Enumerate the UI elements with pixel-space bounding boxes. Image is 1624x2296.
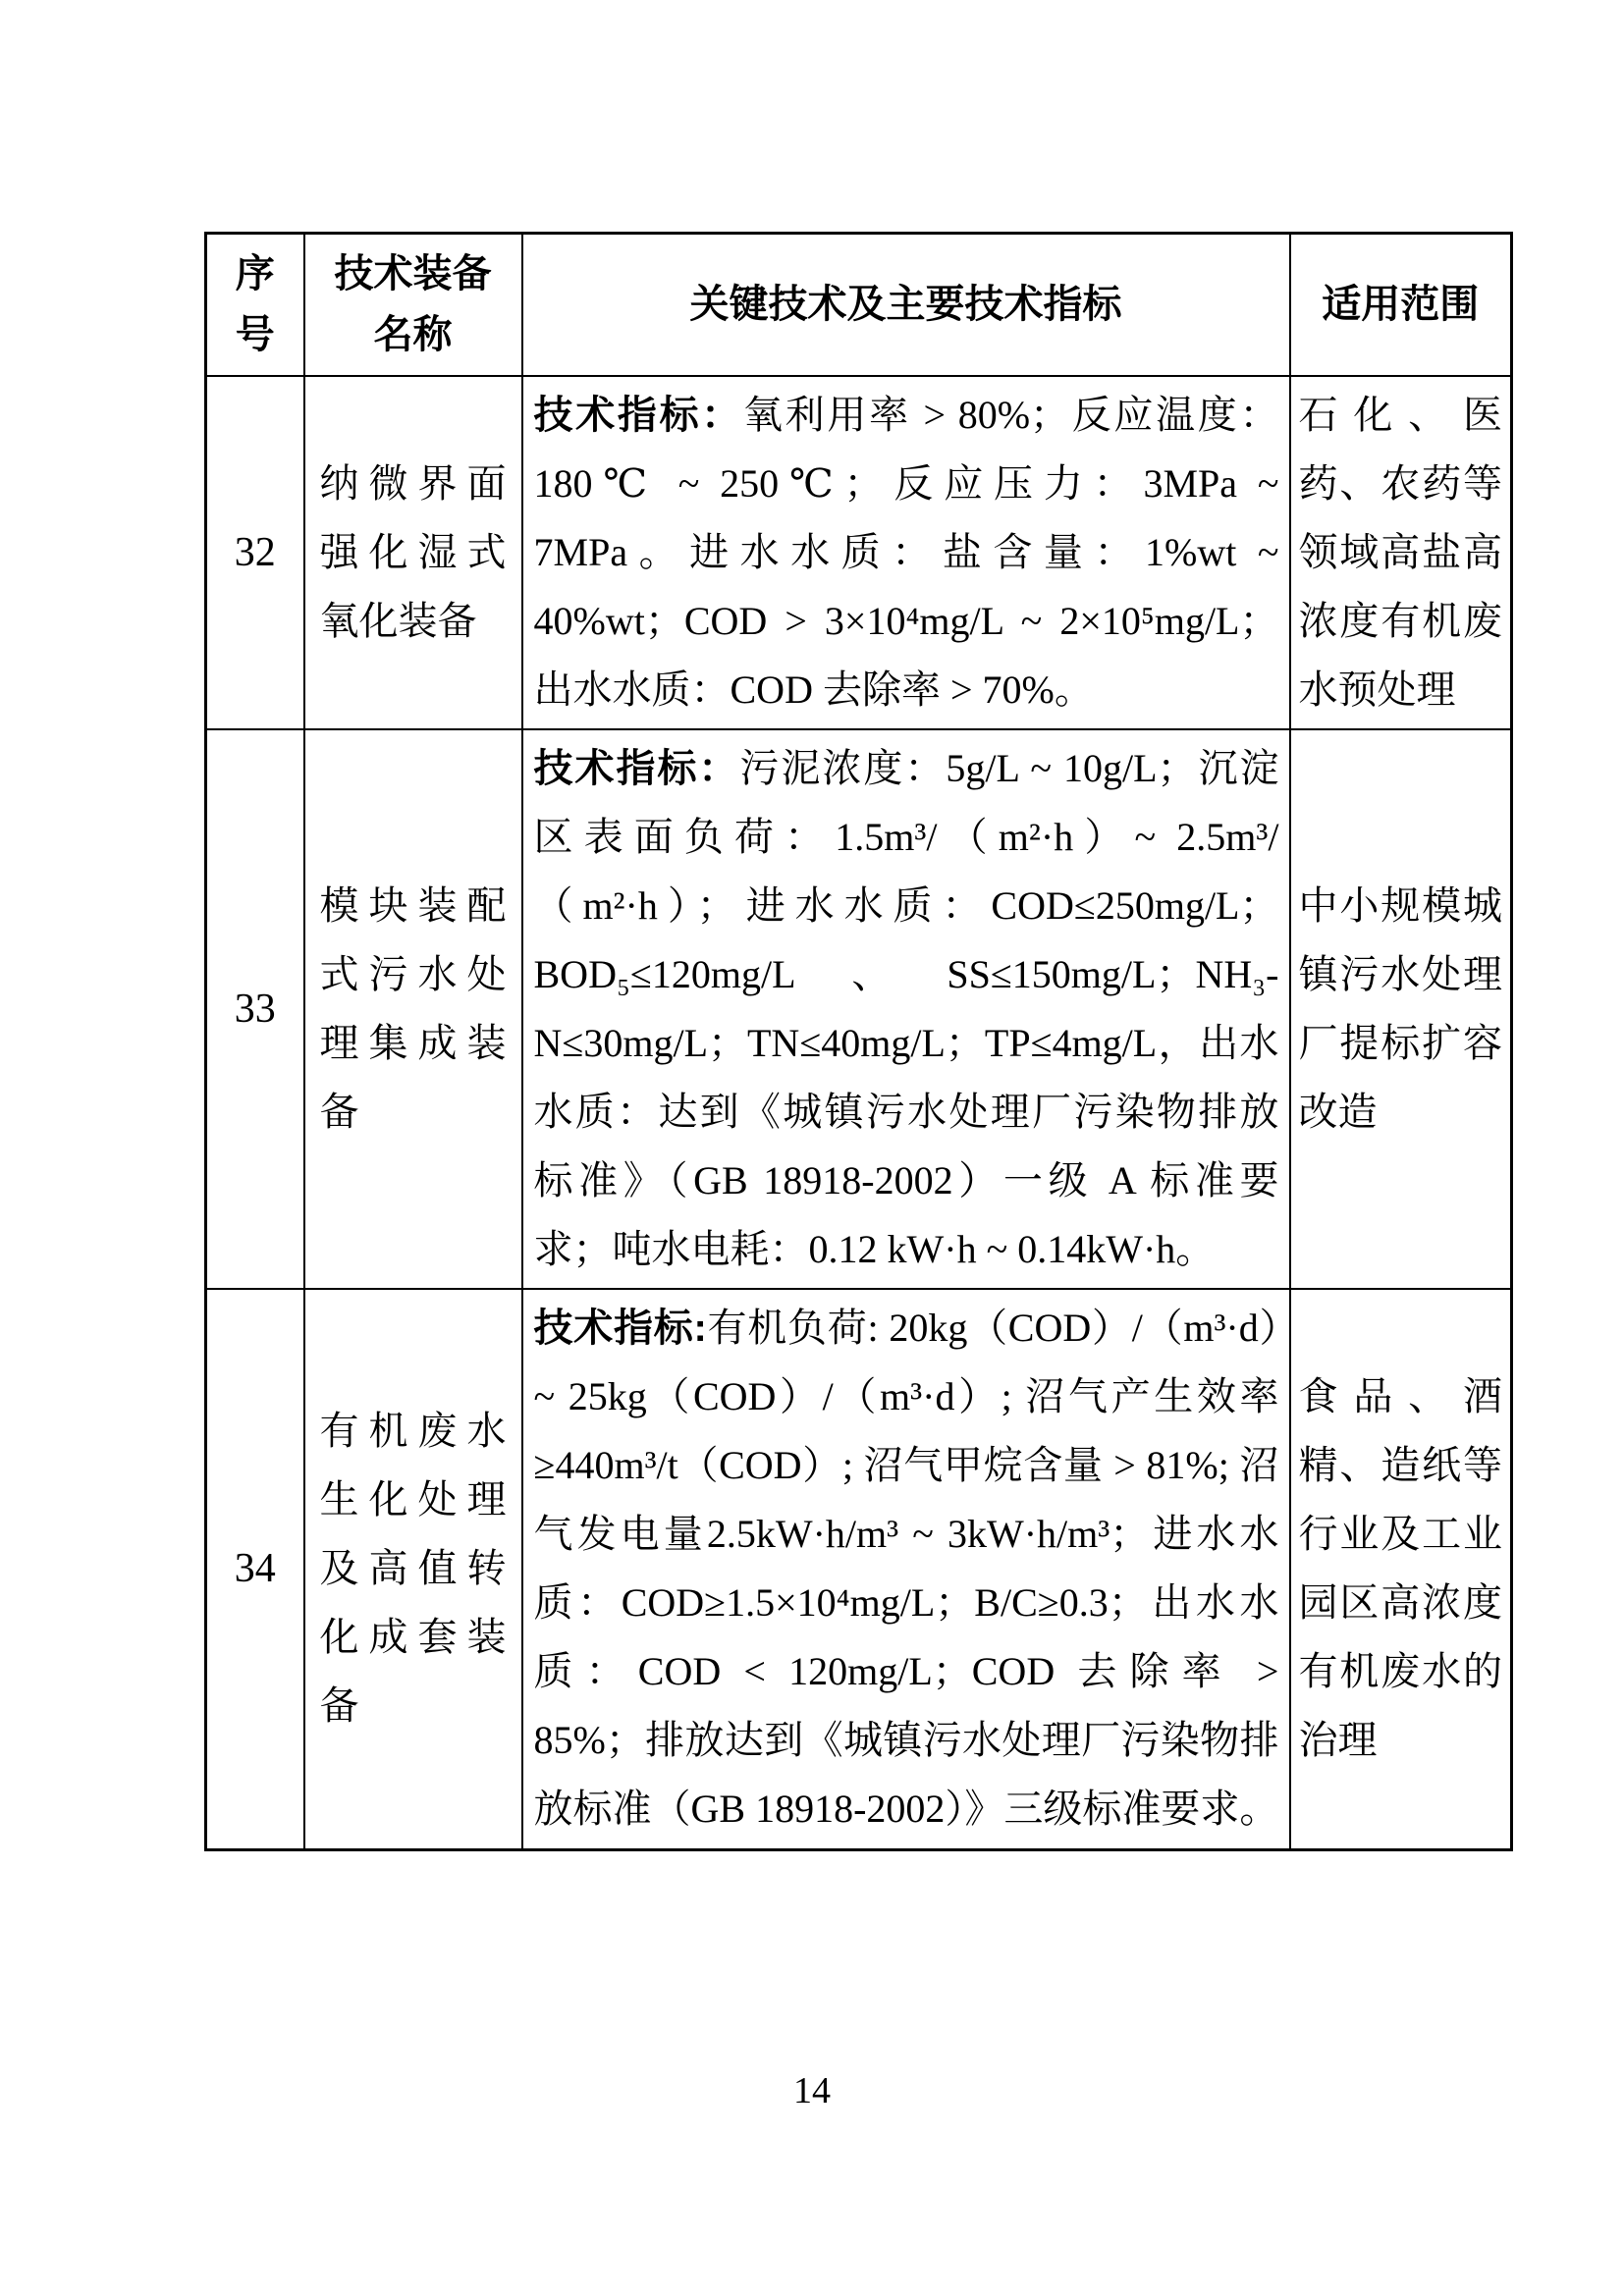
indicator-label: 技术指标:: [533, 1307, 707, 1351]
equipment-name-cell: 模块装配式污水处理集成装备: [304, 729, 522, 1289]
table-row: [206, 376, 1512, 729]
serial-cell: 32: [206, 376, 304, 729]
spec-table: [204, 232, 1513, 1851]
header-col-indicators: 关键技术及主要技术指标: [522, 234, 1290, 376]
scope-cell: 石化、医药、农药等领域高盐高浓度有机废水预处理: [1290, 376, 1512, 729]
indicator-text: 有机负荷: 20kg（COD）/（m³·d）~ 25kg（COD）/（m³·d）; 沼气产生效率≥440m³/t（COD）; 沼气甲烷含量 > 81%; 沼气发电量2.5kW·h/m³ ~ 3kW·h/m³；进水水质：COD≥1.5×10⁴mg/L；B/C≥0.3；出水水质：COD < 120mg/L；COD 去除率 > 85%；排放达到《城镇污水处理厂污染物排放标准（GB 18918-2002）》三级标准要求。: [533, 1306, 1279, 1832]
scope-cell: 食品、酒精、造纸等行业及工业园区高浓度有机废水的治理: [1290, 1289, 1512, 1850]
indicators-cell: [522, 729, 1290, 1289]
scope-cell: 中小规模城镇污水处理厂提标扩容改造: [1290, 729, 1512, 1289]
table-header-row: [206, 234, 1512, 376]
equipment-name-cell: 纳微界面强化湿式氧化装备: [304, 376, 522, 729]
serial-cell: 33: [206, 729, 304, 1289]
serial-cell: 34: [206, 1289, 304, 1850]
table-row: [206, 1289, 1512, 1850]
page-number: 14: [793, 2070, 831, 2111]
indicator-text: 氧利用率 > 80%；反应温度：180℃ ~ 250℃；反应压力：3MPa ~ 7MPa。进水水质：盐含量：1%wt ~ 40%wt；COD > 3×10⁴mg/L ~ 2×10⁵mg/L；出水水质：COD 去除率 > 70%。: [533, 392, 1279, 712]
indicator-label: 技术指标：: [533, 746, 740, 790]
indicators-cell: [522, 376, 1290, 729]
indicator-text: 污泥浓度：5g/L ~ 10g/L；沉淀区表面负荷：1.5m³/（m²·h）~ 2.5m³/（m²·h）；进水水质：COD≤250mg/L；BOD₅≤120mg/L、SS≤150mg/L；NH₃-N≤30mg/L；TN≤40mg/L；TP≤4mg/L，出水水质：达到《城镇污水处理厂污染物排放标准》（GB 18918-2002）一级 A 标准要求；吨水电耗：0.12 kW·h ~ 0.14kW·h。: [533, 745, 1279, 1271]
indicator-label: 技术指标：: [533, 393, 743, 437]
header-col-serial: 序号: [206, 234, 304, 376]
header-col-scope: 适用范围: [1290, 234, 1512, 376]
indicators-cell: [522, 1289, 1290, 1850]
table-row: [206, 729, 1512, 1289]
equipment-name-cell: 有机废水生化处理及高值转化成套装备: [304, 1289, 522, 1850]
header-col-equipment-name: 技术装备名称: [304, 234, 522, 376]
